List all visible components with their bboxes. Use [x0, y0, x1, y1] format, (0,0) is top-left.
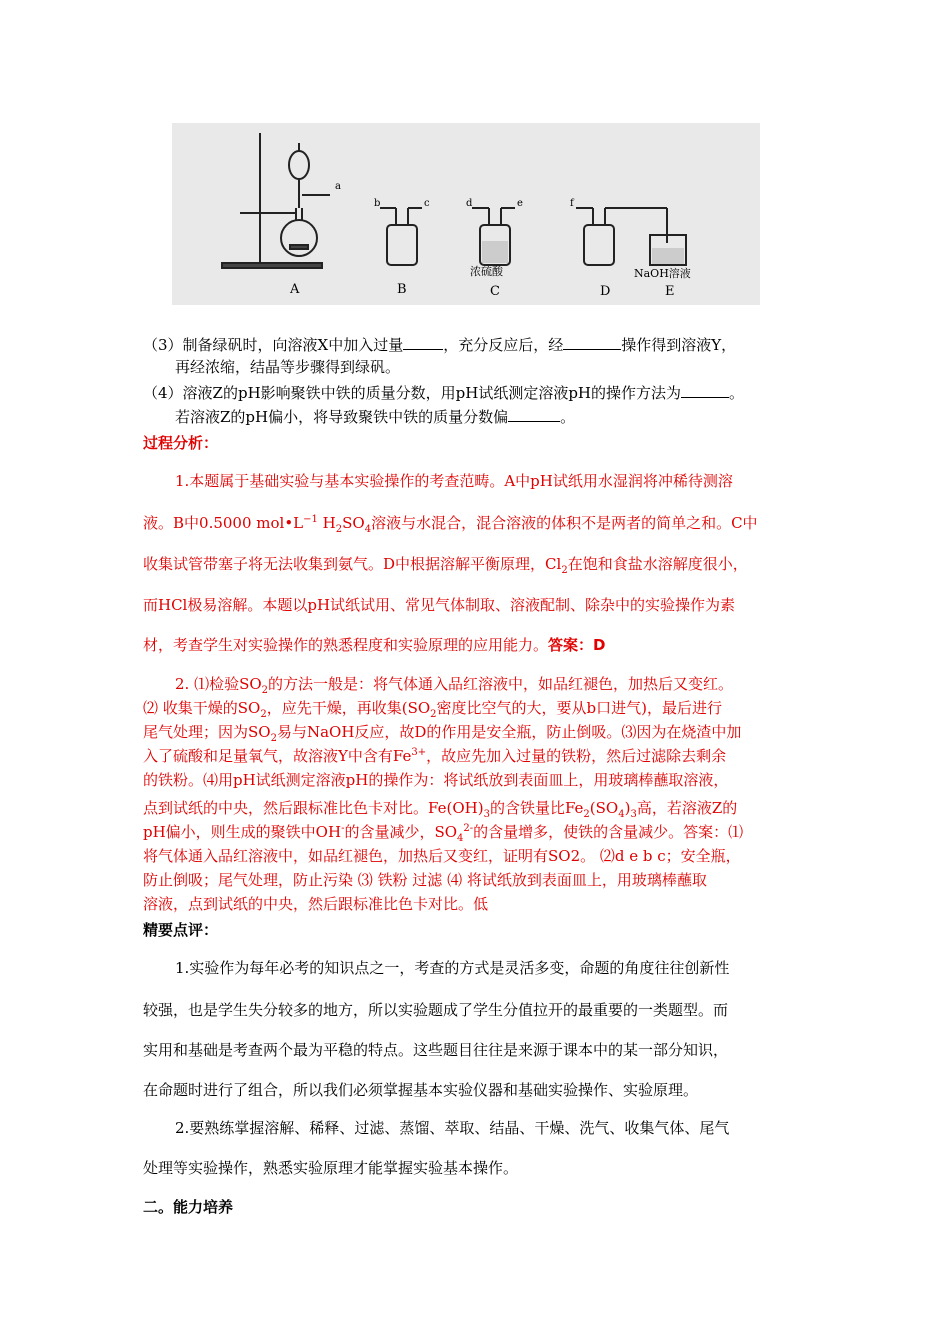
reagent-naoh: NaOH溶液 [634, 267, 691, 280]
q3-blank-2 [563, 335, 621, 350]
q3-text: ，充分反应后，经 [443, 336, 564, 354]
caption-c: C [490, 284, 500, 299]
review-1-line-4: 在命题时进行了组合，所以我们必须掌握基本实验仪器和基础实验操作、实验原理。 [143, 1081, 699, 1099]
label-c: c [424, 198, 430, 209]
reagent-conc-sulfuric-acid: 浓硫酸 [470, 265, 503, 278]
label-a: a [335, 181, 341, 192]
review-heading: 精要点评： [143, 921, 219, 939]
review-1-line-2: 较强，也是学生失分较多的地方，所以实验题成了学生分值拉开的最重要的一类题型。而 [143, 1001, 729, 1019]
review-1-line-3: 实用和基础是考查两个最为平稳的特点。这些题目往往是来源于课本中的某一部分知识， [143, 1041, 729, 1059]
analysis-1-line-3: 收集试管带塞子将无法收集到氨气。D中根据溶解平衡原理，$Cl_2$在饱和食盐水溶解度很小， [143, 555, 748, 576]
q4-text: 。 [560, 408, 576, 426]
q4-text: 若溶液Z的pH偏小，将导致聚铁中铁的质量分数偏 [175, 408, 509, 426]
analysis-2-line-3: 尾气处理；因为$SO_2$易与NaOH反应，故D的作用是安全瓶，防止倒吸。⑶因为在烧渣中加 [143, 723, 742, 744]
caption-a: A [290, 282, 300, 297]
analysis-2-line-8: 将气体通入品红溶液中，如品红褪色，加热后又变红，证明有SO2。 ⑵d e b c；安全瓶， [143, 847, 741, 865]
analysis-2-line-1: 2. ⑴检验$SO_2$的方法一般是：将气体通入品红溶液中，如品红褪色，加热后又变红。 [175, 675, 734, 696]
analysis-2-line-9: 防止倒吸；尾气处理，防止污染 ⑶ 铁粉 过滤 ⑷ 将试纸放到表面皿上，用玻璃棒蘸取 [143, 871, 707, 889]
section-heading: 二。能力培养 [143, 1198, 234, 1216]
label-f: f [570, 198, 574, 209]
q4-blank-2 [508, 407, 560, 422]
q4-line-2 [175, 406, 575, 428]
q4-blank-1 [681, 383, 729, 398]
analysis-2-line-5: 的铁粉。⑷用pH试纸测定溶液pH的操作为：将试纸放到表面皿上，用玻璃棒蘸取溶液， [143, 771, 729, 789]
q3-text: （3）制备绿矾时，向溶液X中加入过量 [143, 336, 404, 354]
review-2-line-2: 处理等实验操作，熟悉实验原理才能掌握实验基本操作。 [143, 1159, 519, 1177]
analysis-1-line-4: 而HCl极易溶解。本题以pH试纸试用、常见气体制取、溶液配制、除杂中的实验操作为素 [143, 596, 736, 614]
analysis-1-line-5: 材，考查学生对实验操作的熟悉程度和实验原理的应用能力。答案：D [143, 636, 606, 654]
label-d: d [466, 198, 473, 209]
label-b: b [374, 198, 381, 209]
analysis-2-line-7: pH偏小，则生成的聚铁中OH-的含量减少，$SO_4^{2-}$的含量增多，使铁的含量减少。答案：⑴ [143, 823, 744, 844]
q3-line-2: 再经浓缩，结晶等步骤得到绿矾。 [175, 358, 401, 376]
q4-text: 。 [729, 384, 745, 402]
caption-b: B [397, 282, 407, 297]
analysis-2-line-2: ⑵ 收集干燥的$SO_2$，应先干燥，再收集($SO_2$密度比空气的大，要从b口进气)，最后进行 [143, 699, 722, 720]
review-1-line-1: 1.实验作为每年必考的知识点之一，考查的方式是灵活多变，命题的角度往往创新性 [175, 959, 730, 977]
q3-text: 操作得到溶液Y， [621, 336, 737, 354]
analysis-1-answer: 答案：D [548, 636, 606, 654]
analysis-1-line-2: 液。B中0.5000 $mol•L^{-1}$ $H_2SO_4$溶液与水混合，混合溶液的体积不是两者的简单之和。C中 [143, 514, 758, 535]
caption-d: D [600, 284, 611, 299]
analysis-1-line-1: 1.本题属于基础实验与基本实验操作的考查范畴。A中pH试纸用水湿润将冲稀待测溶 [175, 472, 733, 490]
apparatus-figure [172, 123, 760, 305]
q4-text: （4）溶液Z的pH影响聚铁中铁的质量分数，用pH试纸测定溶液pH的操作方法为 [143, 384, 682, 402]
analysis-2-line-10: 溶液，点到试纸的中央，然后跟标准比色卡对比。低 [143, 895, 489, 913]
q3-line-1 [143, 334, 736, 356]
analysis-2-line-4: 入了硫酸和足量氧气，故溶液Y中含有$Fe^{3+}$，故应先加入过量的铁粉，然后过滤除去剩余 [143, 747, 727, 765]
q4-line-1 [143, 382, 744, 404]
q3-blank-1 [403, 335, 443, 350]
analysis-heading: 过程分析： [143, 434, 219, 452]
caption-e: E [665, 284, 675, 299]
label-e: e [517, 198, 523, 209]
review-2-line-1: 2.要熟练掌握溶解、稀释、过滤、蒸馏、萃取、结晶、干燥、洗气、收集气体、尾气 [175, 1119, 730, 1137]
analysis-2-line-6: 点到试纸的中央，然后跟标准比色卡对比。$Fe(OH)_3$的含铁量比$Fe_2(SO_4)_3$高，若溶液Z的 [143, 799, 738, 820]
